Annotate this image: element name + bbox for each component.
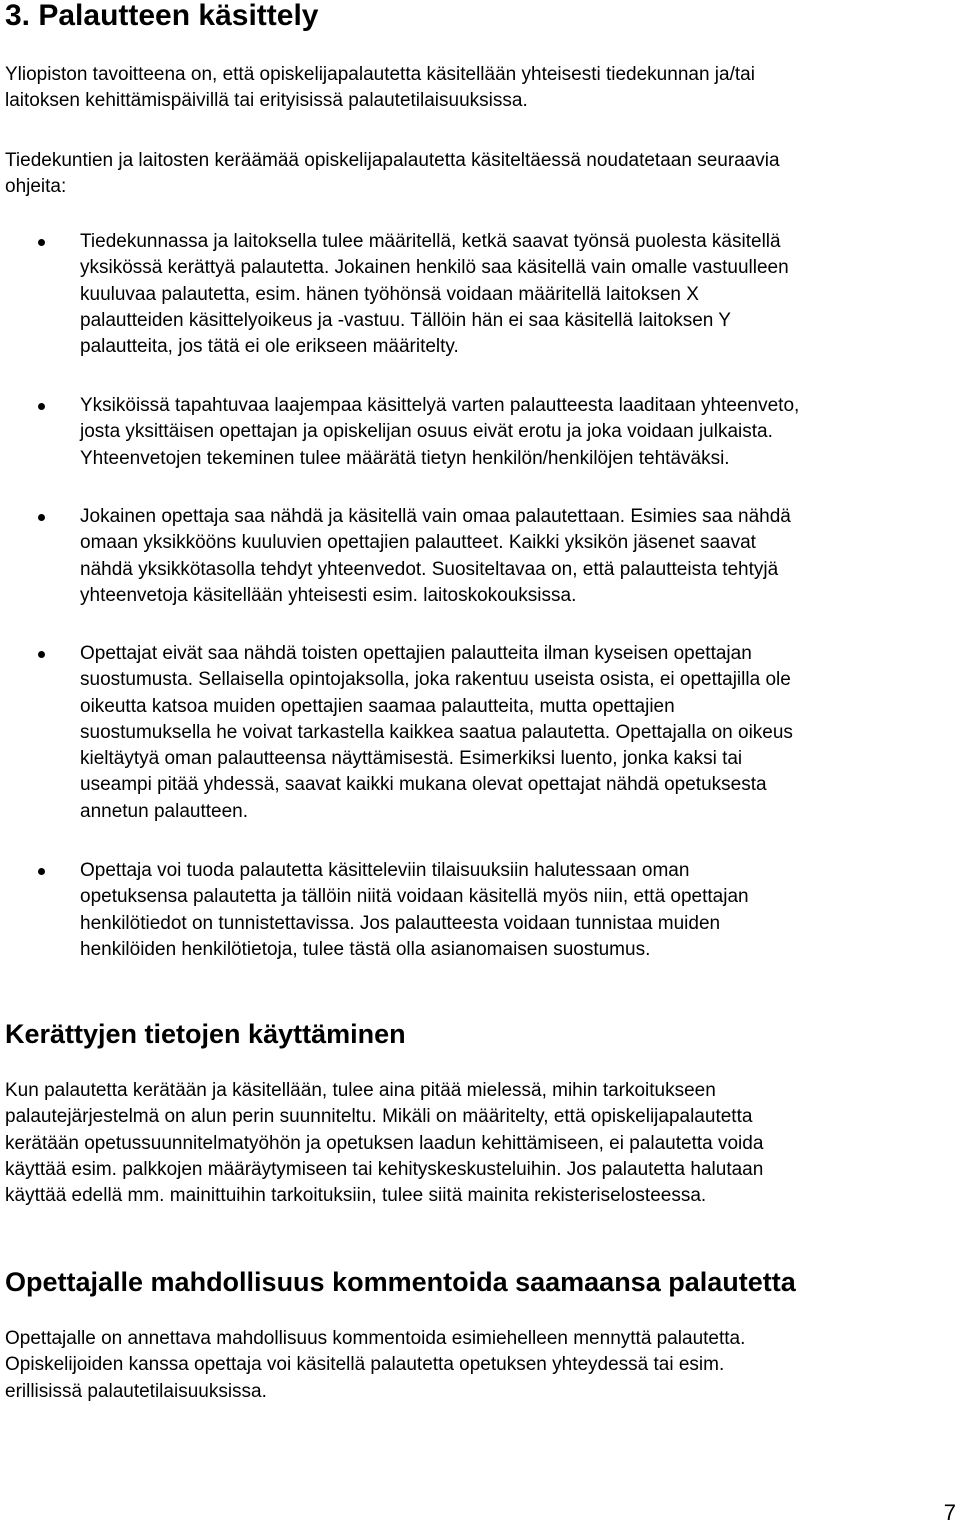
intro-paragraph-1 <box>5 62 955 115</box>
text-line: käyttää esim. palkkojen määräytymiseen tai kehityskeskusteluihin. Jos palautetta halutaan <box>5 1158 764 1180</box>
bullet-dot-icon <box>38 651 45 658</box>
text-line: kerätään opetussuunnitelmatyöhön ja opetuksen laadun kehittämiseen, ei palautetta voida <box>5 1132 764 1154</box>
bullet-dot-icon <box>38 868 45 875</box>
text-line: henkilötiedot on tunnistettavissa. Jos palautteesta voidaan tunnistaa muiden <box>80 912 721 934</box>
text-line: kieltäytyä oman palautteensa näyttämisestä. Esimerkiksi luento, jonka kaksi tai <box>80 748 743 770</box>
text-line: Opettajat eivät saa nähdä toisten opettajien palautteita ilman kyseisen opettajan <box>80 643 752 664</box>
text-line: Jokainen opettaja saa nähdä ja käsitellä vain omaa palautettaan. Esimies saa nähdä <box>80 506 791 527</box>
text-line: Tiedekunnassa ja laitoksella tulee määritellä, ketkä saavat työnsä puolesta käsitellä <box>80 231 781 252</box>
bullet-text <box>80 858 958 963</box>
section-title: 3. Palautteen käsittely <box>5 0 319 32</box>
bullet-text <box>80 393 958 472</box>
text-line: omaan yksikkööns kuuluvien opettajien palautteet. Kaikki yksikön jäsenet saavat <box>80 532 756 554</box>
text-line: josta yksittäisen opettajan ja opiskelijan osuus eivät erotu ja joka voidaan julkaista. <box>80 421 773 443</box>
text-line: Opiskelijoiden kanssa opettaja voi käsitellä palautetta opetuksen yhteydessä tai esim. <box>5 1354 725 1376</box>
text-line: nähdä yksikkötasolla tehdyt yhteenvedot. Suositeltavaa on, että palautteista tehtyjä <box>80 558 779 580</box>
text-line: suostumusta. Sellaisella opintojaksolla, joka rakentuu useista osista, ei opettajilla ole <box>80 669 791 691</box>
text-line: useampi pitää yhdessä, saavat kaikki mukana olevat opettajat nähdä opetuksesta <box>80 774 767 796</box>
text-line: Yhteenvetojen tekeminen tulee määrätä tietyn henkilön/henkilöjen tehtäväksi. <box>80 447 730 469</box>
text-line: palautteiden käsittelyoikeus ja -vastuu. Tällöin hän ei saa käsitellä laitoksen Y <box>80 309 731 331</box>
bullet-text <box>80 641 958 825</box>
text-line: annetun palautteen. <box>80 800 248 822</box>
comment-paragraph <box>5 1326 955 1405</box>
text-line: opetuksensa palautetta ja tällöin niitä voidaan käsitellä myös niin, että opettajan <box>80 886 749 908</box>
text-line: Kun palautetta kerätään ja käsitellään, tulee aina pitää mielessä, mihin tarkoitukseen <box>5 1080 716 1101</box>
bullet-dot-icon <box>38 239 45 246</box>
section-heading: Opettajalle mahdollisuus kommentoida saamaansa palautetta <box>5 1267 796 1297</box>
bullet-text <box>80 504 958 609</box>
text-line: Tiedekuntien ja laitosten keräämää opiskelijapalautetta käsiteltäessä noudatetaan seuraavia <box>5 150 780 171</box>
text-line: yhteenvetoja käsitellään yhteisesti esim. laitoskokouksissa. <box>80 584 577 606</box>
text-line: oikeutta katsoa muiden opettajien saamaa palautteita, mutta opettajien <box>80 695 675 717</box>
text-line: henkilöiden henkilötietoja, tulee tästä olla asianomaisen suostumus. <box>80 938 651 960</box>
text-line: laitoksen kehittämispäivillä tai erityisissä palautetilaisuuksissa. <box>5 90 528 112</box>
intro-paragraph-2 <box>5 148 955 201</box>
text-line: Opettaja voi tuoda palautetta käsitteleviin tilaisuuksiin halutessaan oman <box>80 860 690 881</box>
bullet-dot-icon <box>38 514 45 521</box>
text-line: suostumuksella he voivat tarkastella kaikkea saatua palautetta. Opettajalla on oikeus <box>80 721 793 743</box>
text-line: palautteita, jos tätä ei ole erikseen määritelty. <box>80 336 459 358</box>
section-heading: Kerättyjen tietojen käyttäminen <box>5 1019 406 1049</box>
bullet-text <box>80 229 958 360</box>
page-number: 7 <box>943 1500 956 1525</box>
text-line: Yksiköissä tapahtuvaa laajempaa käsittelyä varten palautteesta laaditaan yhteenveto, <box>80 395 800 416</box>
text-line: palautejärjestelmä on alun perin suunniteltu. Mikäli on määritelty, että opiskelijapalautetta <box>5 1106 753 1128</box>
usage-paragraph <box>5 1078 955 1209</box>
text-line: käyttää edellä mm. mainittuihin tarkoituksiin, tulee siitä mainita rekisteriselosteessa. <box>5 1185 707 1207</box>
text-line: erillisissä palautetilaisuuksissa. <box>5 1380 267 1402</box>
text-line: yksikössä kerättyä palautetta. Jokainen henkilö saa käsitellä vain omalle vastuulleen <box>80 257 789 279</box>
text-line: Yliopiston tavoitteena on, että opiskelijapalautetta käsitellään yhteisesti tiedekunnan ja/tai <box>5 64 755 85</box>
bullet-dot-icon <box>38 403 45 410</box>
text-line: Opettajalle on annettava mahdollisuus kommentoida esimiehelleen mennyttä palautetta. <box>5 1328 746 1349</box>
text-line: ohjeita: <box>5 176 67 198</box>
text-line: kuuluvaa palautetta, esim. hänen työhönsä voidaan määritellä laitoksen X <box>80 283 699 305</box>
